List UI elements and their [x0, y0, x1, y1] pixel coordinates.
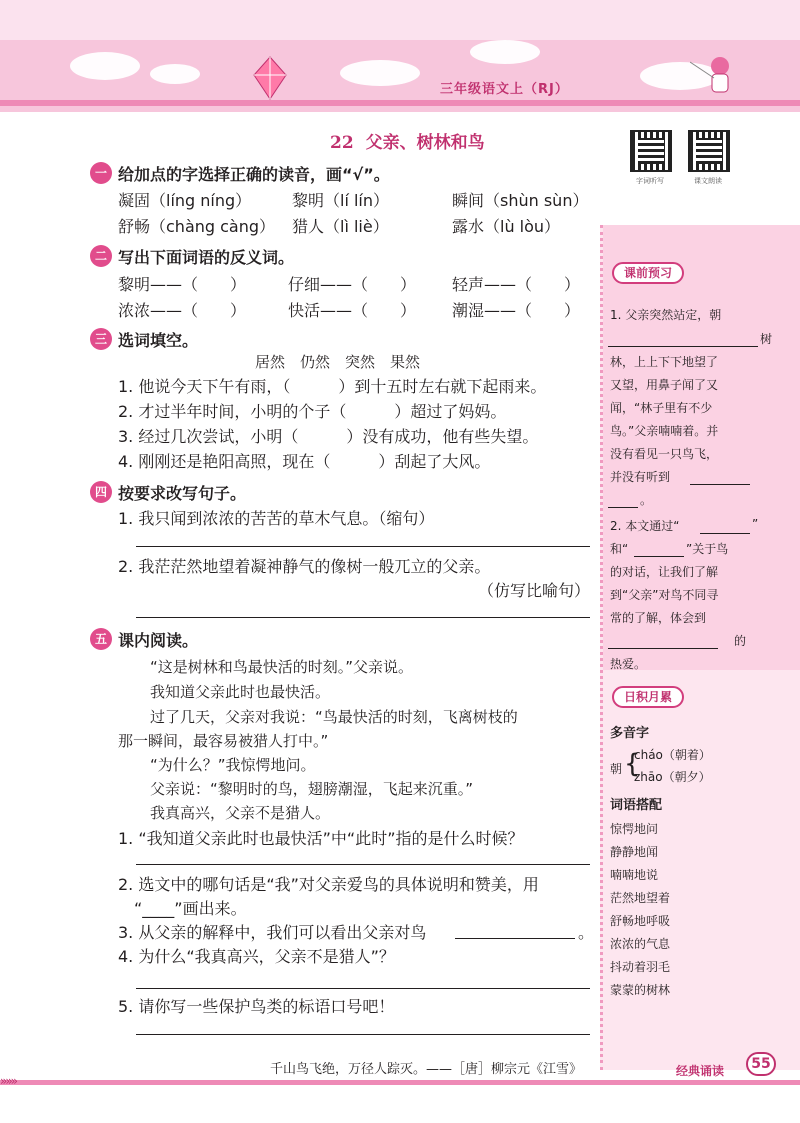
s3-item[interactable]: 2. 才过半年时间，小明的个子（ ）超过了妈妈。: [118, 402, 507, 421]
section-2-heading: 写出下面词语的反义词。: [118, 248, 295, 267]
header-divider: [0, 100, 800, 106]
s4-item: 2. 我茫茫然地望着凝神静气的像树一般兀立的父亲。: [118, 557, 491, 576]
section-5-heading: 课内阅读。: [118, 631, 199, 650]
phrase-title: 词语搭配: [610, 798, 663, 813]
s2-item[interactable]: 仔细——（ ）: [288, 275, 417, 294]
passage-line: 过了几天，父亲对我说：“鸟最快活的时刻，飞离树枝的: [150, 708, 518, 726]
phrase-item: 舒畅地呼吸: [610, 914, 671, 928]
preview-blank[interactable]: [690, 484, 750, 485]
qr-label-reading: 课文朗读: [694, 177, 722, 185]
s2-item[interactable]: 轻声——（ ）: [452, 275, 581, 294]
passage-line: 父亲说：“黎明时的鸟，翅膀潮湿，飞起来沉重。”: [150, 780, 474, 798]
s5-question: 1. “我知道父亲此时也最快活”中“此时”指的是什么时候？: [118, 829, 524, 848]
preview-blank[interactable]: [608, 648, 718, 649]
answer-line[interactable]: [136, 1034, 590, 1035]
s3-item[interactable]: 3. 经过几次尝试，小明（ ）没有成功，他有些失望。: [118, 427, 539, 446]
passage-line: 我知道父亲此时也最快活。: [150, 683, 331, 701]
polyphone-char: 朝: [610, 762, 623, 776]
section-4-heading: 按要求改写句子。: [118, 484, 247, 503]
phrase-item: 茫然地望着: [610, 891, 671, 905]
answer-line[interactable]: [136, 864, 590, 865]
phrase-item: 蒙蒙的树林: [610, 983, 671, 997]
s1-item: 瞬间（shùn sùn）: [452, 191, 589, 210]
preview-blank[interactable]: [634, 556, 684, 557]
preview-line: 并没有听到: [610, 470, 671, 484]
section-5-badge: 五: [90, 628, 112, 650]
preview-blank[interactable]: [608, 346, 758, 347]
preview-line: 林，上上下下地望了: [610, 355, 719, 369]
section-2-badge: 二: [90, 245, 112, 267]
s1-item: 猎人（lì liè）: [292, 217, 389, 236]
preview-tag: 课前预习: [612, 262, 684, 284]
lesson-title-text: 父亲、树林和鸟: [365, 133, 485, 153]
passage-line: “这是树林和鸟最快活的时刻。”父亲说。: [150, 658, 414, 676]
lesson-number: 22: [330, 133, 354, 153]
preview-line: 的: [734, 634, 747, 648]
s1-item: 露水（lù lòu）: [452, 217, 561, 236]
s1-item: 黎明（lí lín）: [292, 191, 390, 210]
s5-question: 4. 为什么“我真高兴，父亲不是猎人”？: [118, 947, 395, 966]
phrase-item: 静静地闻: [610, 845, 659, 859]
preview-line: 常的了解，体会到: [610, 611, 707, 625]
phrase-item: 抖动着羽毛: [610, 960, 671, 974]
s2-item[interactable]: 快活——（ ）: [288, 301, 417, 320]
s3-item[interactable]: 1. 他说今天下午有雨，（ ）到十五时左右就下起雨来。: [118, 377, 547, 396]
s5-question: 2. 选文中的哪句话是“我”对父亲爱鸟的具体说明和赞美，用: [118, 875, 539, 894]
preview-line: 。: [640, 493, 653, 507]
s3-item[interactable]: 4. 刚刚还是艳阳高照，现在（ ）刮起了大风。: [118, 452, 491, 471]
section-4-badge: 四: [90, 481, 112, 503]
passage-line: “为什么？”我惊愕地问。: [150, 756, 316, 774]
polyphone-reading: cháo（朝着）: [634, 748, 711, 762]
kite-icon: [250, 55, 290, 105]
lesson-title: [330, 128, 485, 153]
preview-blank[interactable]: [608, 507, 638, 508]
phrase-item: 惊愕地问: [610, 822, 659, 836]
passage-line: 我真高兴，父亲不是猎人。: [150, 804, 331, 822]
preview-line: 的对话，让我们了解: [610, 565, 719, 579]
child-kite-icon: [690, 52, 750, 102]
section-3-heading: 选词填空。: [118, 331, 199, 350]
footer-label: 经典诵读: [676, 1064, 725, 1078]
s2-item[interactable]: 潮湿——（ ）: [452, 301, 581, 320]
s5-question: 5. 请你写一些保护鸟类的标语口号吧！: [118, 997, 395, 1016]
preview-line: 闻，“林子里有不少: [610, 401, 713, 415]
preview-line: ”: [752, 517, 759, 531]
answer-line[interactable]: [136, 617, 590, 618]
qr-label-dictation: 字词听写: [636, 177, 664, 185]
qr-code-reading[interactable]: [688, 130, 730, 172]
daily-tag: 日积月累: [612, 686, 684, 708]
preview-blank[interactable]: [700, 533, 750, 534]
answer-line[interactable]: [136, 988, 590, 989]
preview-line: 又望，用鼻子闻了又: [610, 378, 719, 392]
preview-line: 鸟。”父亲喃喃着。并: [610, 424, 719, 438]
page-number: 55: [746, 1052, 776, 1076]
polyphone-title: 多音字: [610, 726, 650, 741]
footer-quote: 千山鸟飞绝，万径人踪灭。——［唐］柳宗元《江雪》: [270, 1062, 583, 1077]
s5-question: “____”画出来。: [134, 899, 247, 918]
preview-line: 2. 本文通过“: [610, 519, 680, 533]
preview-line: 没有看见一只鸟飞，: [610, 447, 719, 461]
s5-question: 3. 从父亲的解释中，我们可以看出父亲对鸟: [118, 923, 427, 942]
period-mark: 。: [578, 923, 595, 942]
footer-divider: [0, 1080, 800, 1085]
preview-line: 树: [760, 332, 773, 346]
header-banner: [0, 0, 800, 112]
footer-arrows-icon: »»»: [0, 1074, 17, 1088]
brace: {: [624, 749, 641, 779]
s2-item[interactable]: 浓浓——（ ）: [118, 301, 247, 320]
answer-line[interactable]: [455, 938, 575, 939]
polyphone-reading: zhāo（朝夕）: [634, 770, 711, 784]
preview-line: 热爱。: [610, 657, 647, 671]
word-bank: 居然 仍然 突然 果然: [255, 353, 421, 371]
s4-item: 1. 我只闻到浓浓的苦苦的草木气息。（缩句）: [118, 509, 435, 528]
s2-item[interactable]: 黎明——（ ）: [118, 275, 247, 294]
answer-line[interactable]: [136, 546, 590, 547]
section-3-badge: 三: [90, 328, 112, 350]
s1-item: 凝固（líng níng）: [118, 191, 252, 210]
s4-note: （仿写比喻句）: [478, 581, 591, 600]
s1-item: 舒畅（chàng càng）: [118, 217, 276, 236]
phrase-item: 浓浓的气息: [610, 937, 671, 951]
preview-line: 到“父亲”对鸟不同寻: [610, 588, 719, 602]
preview-line: 1. 父亲突然站定，朝: [610, 308, 722, 322]
passage-line: 那一瞬间，最容易被猎人打中。”: [118, 732, 329, 750]
phrase-item: 喃喃地说: [610, 868, 659, 882]
section-1-heading: 给加点的字选择正确的读音，画“√”。: [118, 165, 390, 184]
grade-label: 三年级语文上（RJ）: [440, 82, 569, 97]
preview-line: ”关于鸟: [686, 542, 729, 556]
qr-code-dictation[interactable]: [630, 130, 672, 172]
preview-line: 和“: [610, 542, 629, 556]
section-1-badge: 一: [90, 162, 112, 184]
